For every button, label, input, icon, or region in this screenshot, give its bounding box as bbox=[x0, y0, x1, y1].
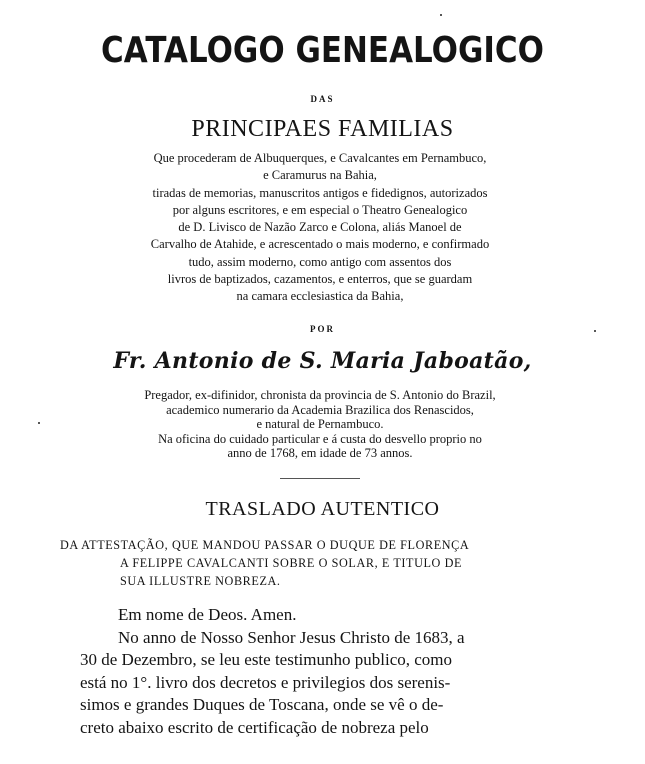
body-text bbox=[80, 604, 570, 739]
description-line: por alguns escritores, e em especial o Theatro Genealogico bbox=[172, 202, 468, 217]
document-subtitle: PRINCIPAES FAMILIAS bbox=[191, 116, 454, 142]
author-info-line: Na oficina do cuidado particular e á custa do desvello proprio no bbox=[158, 431, 482, 446]
attestation-line: A FELIPPE CAVALCANTI SOBRE O SOLAR, E TITULO DE bbox=[120, 556, 463, 570]
description-line: Que procederam de Albuquerques, e Cavalcantes em Pernambuco, bbox=[153, 151, 487, 165]
body-line: Em nome de Deos. Amen. bbox=[118, 605, 297, 624]
paper-speck bbox=[38, 422, 40, 424]
author-info-line: academico numerario da Academia Brazilica dos Renascidos, bbox=[166, 402, 474, 417]
section-divider bbox=[280, 478, 360, 479]
author-info bbox=[70, 388, 570, 461]
author-info-line: anno de 1768, em idade de 73 annos. bbox=[227, 446, 413, 460]
description-line: na camara ecclesiastica da Bahia, bbox=[236, 289, 404, 304]
paper-speck bbox=[594, 330, 596, 332]
title-description bbox=[70, 150, 570, 306]
das-connector: DAS bbox=[310, 94, 335, 104]
body-line: creto abaixo escrito de certificação de nobreza pelo bbox=[80, 717, 429, 737]
section-title: TRASLADO AUTENTICO bbox=[205, 498, 440, 520]
paper-speck bbox=[440, 14, 442, 16]
por-connector: POR bbox=[310, 324, 335, 334]
author-name: Fr. Antonio de S. Maria Jaboatão, bbox=[113, 348, 532, 374]
description-line: de D. Livisco de Nazão Zarco e Colona, aliás Manoel de bbox=[178, 220, 462, 235]
description-line: tudo, assim moderno, como antigo com assentos dos bbox=[188, 254, 452, 269]
body-line: simos e grandes Duques de Toscana, onde se vê o de- bbox=[80, 695, 444, 714]
description-line: Carvalho de Atahide, e acrescentado o mais moderno, e confirmado bbox=[150, 237, 490, 252]
body-line: No anno de Nosso Senhor Jesus Christo de 1683, a bbox=[118, 627, 465, 647]
author-info-line: Pregador, ex-difinidor, chronista da provincia de S. Antonio do Brazil, bbox=[144, 388, 496, 402]
body-line: 30 de Dezembro, se leu este testimunho publico, como bbox=[80, 650, 453, 669]
attestation-line: DA ATTESTAÇÃO, QUE MANDOU PASSAR O DUQUE DE FLORENÇA bbox=[60, 538, 470, 552]
attestation-heading bbox=[60, 536, 580, 590]
author-info-line: e natural de Pernambuco. bbox=[256, 417, 384, 431]
description-line: tiradas de memorias, manuscritos antigos e fidedignos, autorizados bbox=[152, 185, 488, 200]
document-title: CATALOGO GENEALOGICO bbox=[101, 30, 544, 71]
body-line: está no 1°. livro dos decretos e privilegios dos serenis- bbox=[80, 672, 451, 692]
description-line: livros de baptizados, cazamentos, e enterros, que se guardam bbox=[167, 272, 473, 287]
description-line: e Caramurus na Bahia, bbox=[263, 168, 377, 183]
attestation-line: SUA ILLUSTRE NOBREZA. bbox=[120, 574, 281, 588]
